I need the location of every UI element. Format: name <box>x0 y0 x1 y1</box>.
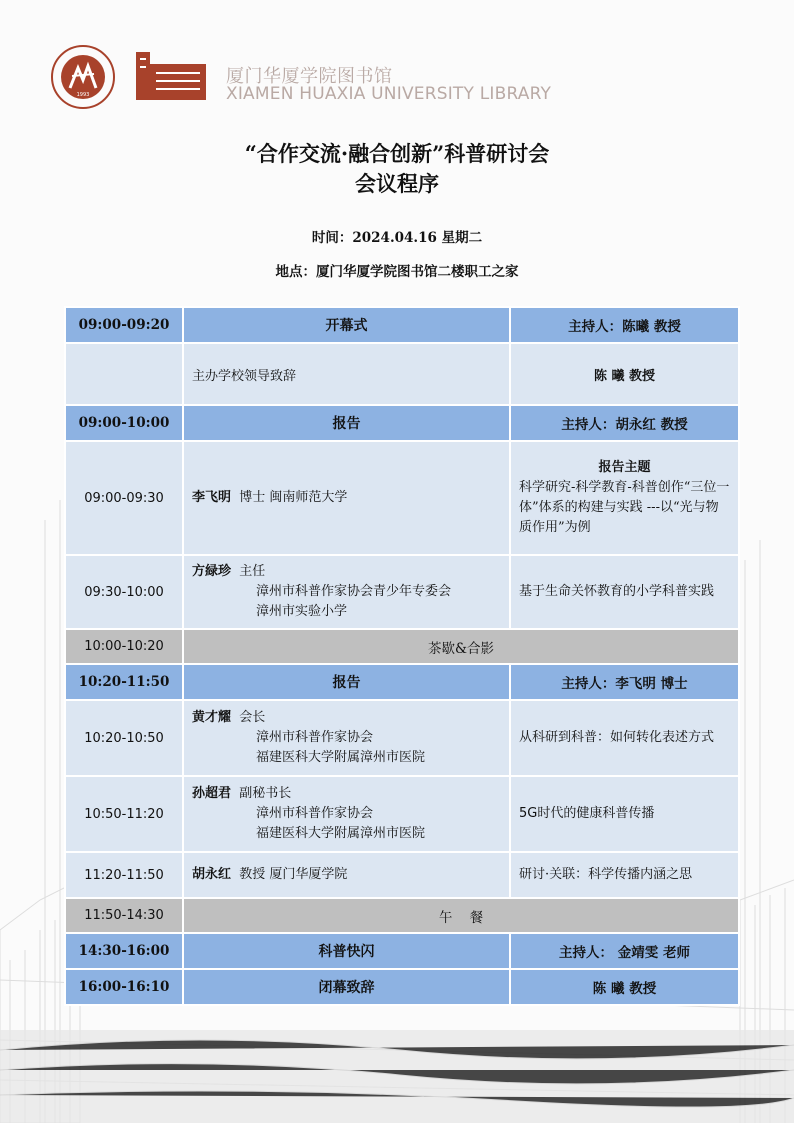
item-speaker-cell <box>183 776 510 852</box>
speaker-info: 教授 厦门华厦学院 <box>239 867 348 882</box>
session-host: 主持人：陈曦 教授 <box>510 307 739 343</box>
speaker-name: 胡永红 <box>192 867 232 882</box>
topic-text: 基于生命关怀教育的小学科普实践 <box>510 555 739 629</box>
speaker-name: 李飞明 <box>192 490 232 505</box>
document-subtitle: 会议程序 <box>355 171 439 196</box>
session-host: 主持人：李飞明 博士 <box>510 664 739 700</box>
item-speaker-cell <box>183 700 510 776</box>
agenda-item-row <box>65 852 739 898</box>
topic-text: 研讨·关联：科学传播内涵之思 <box>510 852 739 898</box>
item-speaker-cell <box>183 555 510 629</box>
speaker-info: 副秘书长 <box>239 786 292 801</box>
agenda-section-row <box>65 933 739 969</box>
session-name: 报告 <box>183 664 510 700</box>
item-topic-cell <box>510 441 739 555</box>
agenda-section-row <box>65 969 739 1005</box>
agenda-item-row <box>65 343 739 405</box>
item-speaker-cell <box>183 852 510 898</box>
agenda-break-row <box>65 898 739 933</box>
agenda-section-row <box>65 307 739 343</box>
speaker-org: 福建医科大学附属漳州市医院 <box>256 750 426 765</box>
library-name-cn: 厦门华厦学院图书馆 <box>226 66 393 87</box>
agenda-item-row <box>65 555 739 629</box>
agenda-item-row <box>65 776 739 852</box>
agenda-table <box>64 306 740 1006</box>
session-name: 开幕式 <box>183 307 510 343</box>
speaker-org: 漳州市实验小学 <box>256 604 348 619</box>
item-time: 11:20-11:50 <box>65 852 183 898</box>
event-location: 地点：厦门华厦学院图书馆二楼职工之家 <box>275 264 519 280</box>
university-seal-logo <box>50 44 116 110</box>
session-name: 报告 <box>183 405 510 441</box>
speaker-name: 孙超君 <box>192 786 232 801</box>
session-time: 16:00-16:10 <box>65 969 183 1005</box>
library-name-en: XIAMEN HUAXIA UNIVERSITY LIBRARY <box>226 84 552 104</box>
session-time: 14:30-16:00 <box>65 933 183 969</box>
agenda-section-row <box>65 664 739 700</box>
item-time <box>65 343 183 405</box>
session-name: 科普快闪 <box>183 933 510 969</box>
agenda-section-row <box>65 405 739 441</box>
seal-year: 1993 <box>76 92 90 98</box>
agenda-item-row <box>65 700 739 776</box>
item-speaker-cell <box>183 441 510 555</box>
item-content: 主办学校领导致辞 <box>183 343 510 405</box>
agenda-item-row <box>65 441 739 555</box>
library-header <box>50 44 750 108</box>
item-time: 09:00-09:30 <box>65 441 183 555</box>
session-host: 主持人：胡永红 教授 <box>510 405 739 441</box>
speaker-org: 漳州市科普作家协会 <box>256 730 374 745</box>
topic-text: 从科研到科普：如何转化表述方式 <box>510 700 739 776</box>
session-time: 09:00-09:20 <box>65 307 183 343</box>
speaker-name: 黄才耀 <box>192 710 232 725</box>
break-name: 茶歇&合影 <box>183 629 739 664</box>
item-time: 10:20-10:50 <box>65 700 183 776</box>
session-host: 主持人： 金靖雯 老师 <box>510 933 739 969</box>
session-name: 闭幕致辞 <box>183 969 510 1005</box>
item-speaker: 陈 曦 教授 <box>510 343 739 405</box>
speaker-name: 方緑珍 <box>192 564 232 579</box>
speaker-info: 博士 闽南师范大学 <box>239 490 348 505</box>
break-name: 午 餐 <box>183 898 739 933</box>
speaker-org: 漳州市科普作家协会青少年专委会 <box>256 584 452 599</box>
session-host: 陈 曦 教授 <box>510 969 739 1005</box>
topic-heading: 报告主题 <box>598 460 651 475</box>
document-title: “合作交流·融合创新”科普研讨会 <box>244 141 550 166</box>
speaker-org: 漳州市科普作家协会 <box>256 806 374 821</box>
speaker-org: 福建医科大学附属漳州市医院 <box>256 826 426 841</box>
speaker-info: 主任 <box>239 564 266 579</box>
session-time: 10:20-11:50 <box>65 664 183 700</box>
agenda-break-row <box>65 629 739 664</box>
break-time: 11:50-14:30 <box>65 898 183 933</box>
topic-text: 科学研究-科学教育-科普创作“三位一体”体系的构建与实践 ---以“光与物质作用”为例 <box>519 480 730 535</box>
library-building-logo <box>134 50 208 102</box>
session-time: 09:00-10:00 <box>65 405 183 441</box>
break-time: 10:00-10:20 <box>65 629 183 664</box>
item-time: 09:30-10:00 <box>65 555 183 629</box>
topic-text: 5G时代的健康科普传播 <box>510 776 739 852</box>
event-time: 时间：2024.04.16 星期二 <box>311 230 483 246</box>
item-time: 10:50-11:20 <box>65 776 183 852</box>
speaker-info: 会长 <box>239 710 266 725</box>
